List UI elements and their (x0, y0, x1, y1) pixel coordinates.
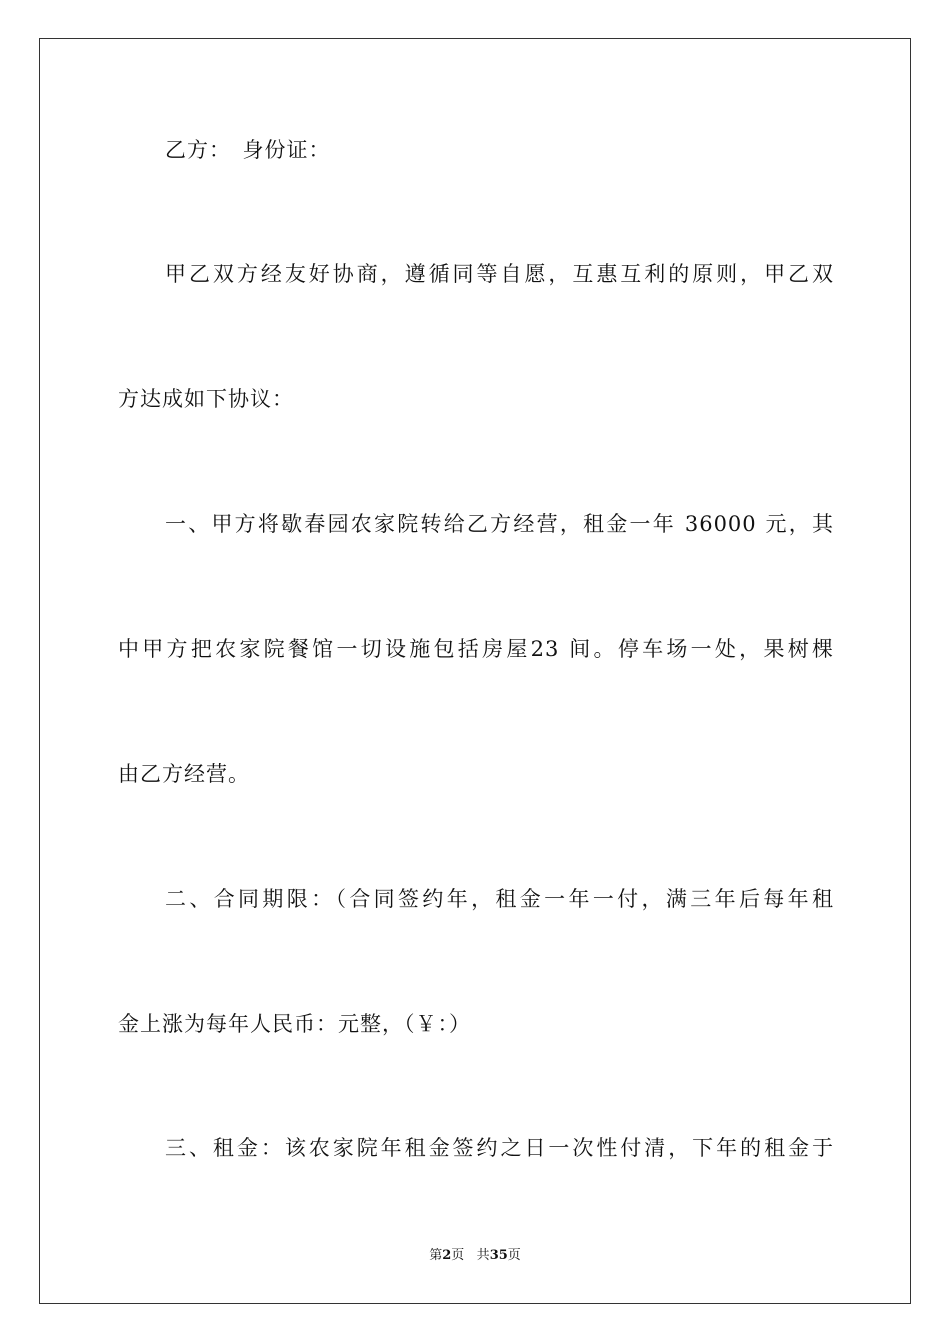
total-pages-suffix: 页 (507, 1248, 521, 1263)
paragraph-intro-line-1: 甲乙双方经友好协商，遵循同等自愿，互惠互利的原则，甲乙双 (165, 262, 834, 286)
clause-3-line-1: 三、租金：该农家院年租金签约之日一次性付清，下年的租金于 (165, 1136, 834, 1160)
party-b-line: 乙方： 身份证： (165, 138, 331, 162)
page-number-prefix: 第 (429, 1248, 443, 1263)
page-footer (0, 1246, 950, 1266)
clause-2-line-1: 二、合同期限：（合同签约年，租金一年一付，满三年后每年租 (165, 887, 834, 911)
page-border (39, 38, 911, 1304)
page-number-suffix: 页 (451, 1248, 465, 1263)
clause-2-line-2: 金上涨为每年人民币：元整，（￥：） (118, 1012, 471, 1036)
total-pages-prefix: 共 (476, 1248, 490, 1263)
paragraph-intro-line-2: 方达成如下协议： (118, 387, 294, 411)
page-number: 2 (442, 1248, 452, 1263)
total-pages: 35 (489, 1248, 508, 1263)
clause-1-line-3: 由乙方经营。 (118, 762, 250, 786)
clause-1-line-2: 中甲方把农家院餐馆一切设施包括房屋23 间。停车场一处，果树棵 (118, 637, 834, 661)
clause-1-line-1: 一、甲方将歇春园农家院转给乙方经营，租金一年 36000 元，其 (165, 512, 834, 536)
